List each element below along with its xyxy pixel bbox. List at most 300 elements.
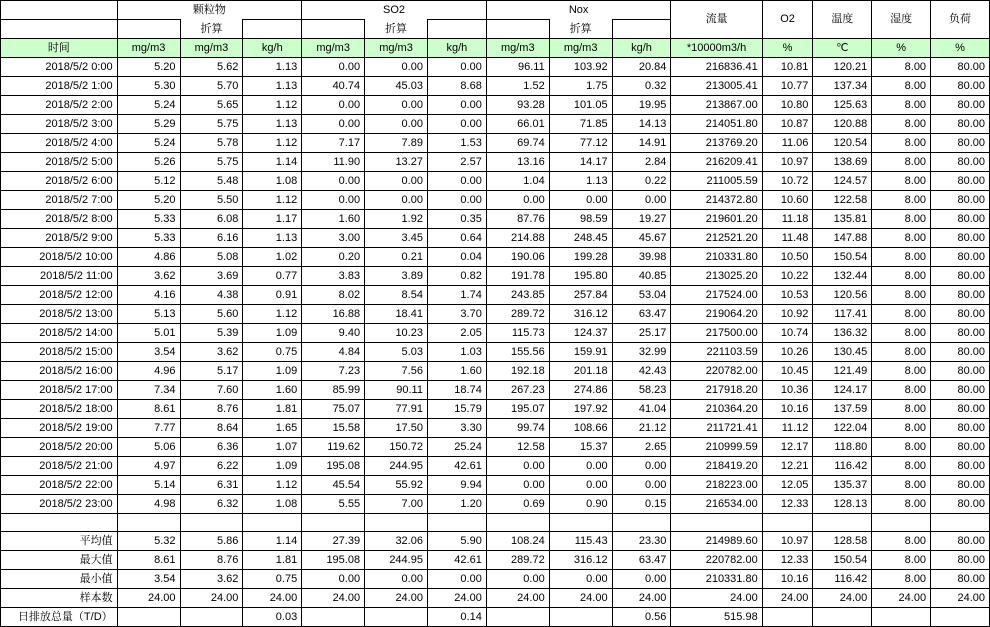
summary-value: 214989.60 xyxy=(671,531,762,550)
cell-value: 1.12 xyxy=(243,133,302,152)
cell-value: 214.88 xyxy=(486,228,549,247)
cell-value: 6.22 xyxy=(180,456,243,475)
cell-time: 2018/5/2 2:00 xyxy=(1,95,118,114)
total-blank-3 xyxy=(302,607,365,626)
cell-value: 5.20 xyxy=(117,57,180,76)
cell-value: 5.06 xyxy=(117,437,180,456)
cell-value: 316.12 xyxy=(549,304,612,323)
cell-value: 132.44 xyxy=(813,266,872,285)
cell-value: 192.18 xyxy=(486,361,549,380)
cell-value: 4.38 xyxy=(180,285,243,304)
table-row xyxy=(1,361,990,380)
group-header-so2: SO2 xyxy=(302,1,487,20)
column-header-so2-converted-mgm3: mg/m3 xyxy=(365,38,428,57)
total-blank-4 xyxy=(365,607,428,626)
cell-value: 1.08 xyxy=(243,171,302,190)
cell-value: 10.45 xyxy=(762,361,813,380)
cell-time: 2018/5/2 18:00 xyxy=(1,399,118,418)
subheader-pm-spacer xyxy=(117,20,180,39)
cell-value: 8.00 xyxy=(872,361,931,380)
cell-value: 0.15 xyxy=(612,494,671,513)
cell-value: 66.01 xyxy=(486,114,549,133)
spacer-cell xyxy=(549,513,612,531)
cell-value: 212521.20 xyxy=(671,228,762,247)
spacer-cell xyxy=(762,513,813,531)
cell-value: 0.00 xyxy=(365,57,428,76)
cell-value: 5.01 xyxy=(117,323,180,342)
cell-time: 2018/5/2 16:00 xyxy=(1,361,118,380)
cell-value: 211721.41 xyxy=(671,418,762,437)
cell-value: 8.00 xyxy=(872,304,931,323)
summary-value: 150.54 xyxy=(813,550,872,569)
summary-value: 8.61 xyxy=(117,550,180,569)
cell-value: 120.21 xyxy=(813,57,872,76)
group-header-nox: Nox xyxy=(486,1,671,20)
table-row xyxy=(1,285,990,304)
cell-value: 0.00 xyxy=(302,95,365,114)
cell-value: 8.00 xyxy=(872,190,931,209)
cell-value: 1.53 xyxy=(427,133,486,152)
table-row xyxy=(1,133,990,152)
cell-value: 8.00 xyxy=(872,342,931,361)
cell-time: 2018/5/2 6:00 xyxy=(1,171,118,190)
cell-value: 45.03 xyxy=(365,76,428,95)
summary-value: 24.00 xyxy=(243,588,302,607)
cell-time: 2018/5/2 5:00 xyxy=(1,152,118,171)
cell-value: 11.12 xyxy=(762,418,813,437)
cell-value: 5.08 xyxy=(180,247,243,266)
cell-value: 124.17 xyxy=(813,380,872,399)
column-header-time: 时间 xyxy=(1,38,118,57)
cell-value: 155.56 xyxy=(486,342,549,361)
cell-value: 9.40 xyxy=(302,323,365,342)
summary-value: 27.39 xyxy=(302,531,365,550)
cell-value: 0.90 xyxy=(549,494,612,513)
spacer-cell xyxy=(872,513,931,531)
summary-value: 80.00 xyxy=(931,569,990,588)
cell-value: 195.08 xyxy=(302,456,365,475)
cell-value: 5.39 xyxy=(180,323,243,342)
cell-value: 85.99 xyxy=(302,380,365,399)
cell-value: 9.94 xyxy=(427,475,486,494)
cell-value: 122.04 xyxy=(813,418,872,437)
cell-value: 77.91 xyxy=(365,399,428,418)
cell-value: 243.85 xyxy=(486,285,549,304)
cell-value: 267.23 xyxy=(486,380,549,399)
column-header-load-unit: % xyxy=(931,38,990,57)
cell-value: 0.00 xyxy=(486,475,549,494)
cell-value: 42.61 xyxy=(427,456,486,475)
cell-value: 77.12 xyxy=(549,133,612,152)
cell-value: 135.81 xyxy=(813,209,872,228)
table-row xyxy=(1,95,990,114)
cell-value: 5.55 xyxy=(302,494,365,513)
cell-value: 8.54 xyxy=(365,285,428,304)
cell-value: 8.00 xyxy=(872,399,931,418)
cell-value: 103.92 xyxy=(549,57,612,76)
cell-value: 195.07 xyxy=(486,399,549,418)
cell-value: 8.02 xyxy=(302,285,365,304)
cell-value: 8.64 xyxy=(180,418,243,437)
table-row xyxy=(1,171,990,190)
cell-value: 58.23 xyxy=(612,380,671,399)
cell-value: 8.00 xyxy=(872,323,931,342)
cell-value: 10.50 xyxy=(762,247,813,266)
cell-time: 2018/5/2 13:00 xyxy=(1,304,118,323)
cell-value: 3.00 xyxy=(302,228,365,247)
cell-value: 4.16 xyxy=(117,285,180,304)
cell-value: 3.45 xyxy=(365,228,428,247)
cell-value: 10.16 xyxy=(762,399,813,418)
column-header-temperature-unit: ℃ xyxy=(813,38,872,57)
summary-value: 8.00 xyxy=(872,531,931,550)
cell-value: 10.81 xyxy=(762,57,813,76)
summary-value: 116.42 xyxy=(813,569,872,588)
cell-value: 6.08 xyxy=(180,209,243,228)
cell-value: 7.56 xyxy=(365,361,428,380)
cell-time: 2018/5/2 19:00 xyxy=(1,418,118,437)
cell-value: 5.33 xyxy=(117,209,180,228)
cell-value: 1.65 xyxy=(243,418,302,437)
cell-value: 80.00 xyxy=(931,285,990,304)
cell-value: 217524.00 xyxy=(671,285,762,304)
cell-value: 45.54 xyxy=(302,475,365,494)
total-blank-7 xyxy=(762,607,813,626)
table-row xyxy=(1,456,990,475)
summary-value: 8.00 xyxy=(872,550,931,569)
cell-value: 5.48 xyxy=(180,171,243,190)
cell-value: 248.45 xyxy=(549,228,612,247)
summary-value: 24.00 xyxy=(365,588,428,607)
cell-value: 191.78 xyxy=(486,266,549,285)
cell-value: 5.26 xyxy=(117,152,180,171)
summary-value: 244.95 xyxy=(365,550,428,569)
cell-value: 10.92 xyxy=(762,304,813,323)
spacer-cell xyxy=(117,513,180,531)
cell-value: 1.09 xyxy=(243,361,302,380)
cell-time: 2018/5/2 20:00 xyxy=(1,437,118,456)
table-row xyxy=(1,57,990,76)
spacer-row xyxy=(1,513,990,531)
cell-value: 80.00 xyxy=(931,323,990,342)
cell-time: 2018/5/2 3:00 xyxy=(1,114,118,133)
summary-value: 24.00 xyxy=(549,588,612,607)
cell-value: 12.17 xyxy=(762,437,813,456)
cell-value: 5.75 xyxy=(180,114,243,133)
summary-value: 32.06 xyxy=(365,531,428,550)
spacer-cell xyxy=(243,513,302,531)
cell-value: 137.59 xyxy=(813,399,872,418)
spacer-cell xyxy=(302,513,365,531)
cell-value: 8.00 xyxy=(872,209,931,228)
cell-value: 17.50 xyxy=(365,418,428,437)
cell-value: 80.00 xyxy=(931,380,990,399)
subheader-so2-converted: 折算 xyxy=(365,20,428,39)
cell-value: 210999.59 xyxy=(671,437,762,456)
cell-value: 0.00 xyxy=(365,190,428,209)
cell-value: 0.69 xyxy=(486,494,549,513)
cell-value: 80.00 xyxy=(931,228,990,247)
cell-value: 0.00 xyxy=(302,114,365,133)
cell-value: 8.00 xyxy=(872,266,931,285)
cell-value: 80.00 xyxy=(931,399,990,418)
summary-value: 24.00 xyxy=(427,588,486,607)
cell-value: 12.05 xyxy=(762,475,813,494)
cell-value: 1.52 xyxy=(486,76,549,95)
cell-value: 211005.59 xyxy=(671,171,762,190)
cell-value: 119.62 xyxy=(302,437,365,456)
summary-value: 0.00 xyxy=(365,569,428,588)
cell-value: 5.70 xyxy=(180,76,243,95)
cell-value: 11.90 xyxy=(302,152,365,171)
summary-value: 24.00 xyxy=(302,588,365,607)
cell-value: 213867.00 xyxy=(671,95,762,114)
cell-value: 5.75 xyxy=(180,152,243,171)
cell-value: 10.26 xyxy=(762,342,813,361)
cell-value: 216534.00 xyxy=(671,494,762,513)
cell-value: 3.54 xyxy=(117,342,180,361)
cell-value: 138.69 xyxy=(813,152,872,171)
cell-value: 147.88 xyxy=(813,228,872,247)
cell-value: 2.57 xyxy=(427,152,486,171)
cell-value: 8.00 xyxy=(872,418,931,437)
cell-value: 150.54 xyxy=(813,247,872,266)
cell-value: 201.18 xyxy=(549,361,612,380)
spacer-cell xyxy=(365,513,428,531)
cell-time: 2018/5/2 15:00 xyxy=(1,342,118,361)
cell-value: 80.00 xyxy=(931,266,990,285)
cell-value: 150.72 xyxy=(365,437,428,456)
cell-value: 45.67 xyxy=(612,228,671,247)
table-row xyxy=(1,399,990,418)
cell-value: 63.47 xyxy=(612,304,671,323)
cell-value: 3.70 xyxy=(427,304,486,323)
cell-value: 14.13 xyxy=(612,114,671,133)
cell-value: 2.65 xyxy=(612,437,671,456)
cell-value: 8.68 xyxy=(427,76,486,95)
cell-value: 124.57 xyxy=(813,171,872,190)
cell-value: 8.00 xyxy=(872,76,931,95)
cell-value: 1.60 xyxy=(302,209,365,228)
cell-value: 71.85 xyxy=(549,114,612,133)
table-header xyxy=(1,1,990,58)
total-blank-8 xyxy=(813,607,872,626)
spacer-cell xyxy=(931,513,990,531)
cell-value: 15.58 xyxy=(302,418,365,437)
cell-value: 108.66 xyxy=(549,418,612,437)
cell-value: 14.17 xyxy=(549,152,612,171)
cell-value: 3.69 xyxy=(180,266,243,285)
column-header-nox-mgm3: mg/m3 xyxy=(486,38,549,57)
cell-value: 1.09 xyxy=(243,323,302,342)
table-row xyxy=(1,418,990,437)
cell-value: 214372.80 xyxy=(671,190,762,209)
cell-value: 11.06 xyxy=(762,133,813,152)
cell-value: 12.21 xyxy=(762,456,813,475)
cell-value: 42.43 xyxy=(612,361,671,380)
cell-value: 137.34 xyxy=(813,76,872,95)
cell-value: 90.11 xyxy=(365,380,428,399)
cell-value: 10.74 xyxy=(762,323,813,342)
header-corner-cell xyxy=(1,1,118,20)
cell-value: 5.24 xyxy=(117,95,180,114)
cell-value: 1.12 xyxy=(243,304,302,323)
cell-value: 118.80 xyxy=(813,437,872,456)
group-header-o2: O2 xyxy=(762,1,813,39)
summary-label: 平均值 xyxy=(1,531,118,550)
cell-value: 0.00 xyxy=(612,456,671,475)
summary-row xyxy=(1,569,990,588)
cell-time: 2018/5/2 0:00 xyxy=(1,57,118,76)
cell-value: 121.49 xyxy=(813,361,872,380)
cell-value: 216836.41 xyxy=(671,57,762,76)
table-row xyxy=(1,152,990,171)
summary-value: 5.86 xyxy=(180,531,243,550)
cell-value: 5.12 xyxy=(117,171,180,190)
cell-value: 5.33 xyxy=(117,228,180,247)
total-blank-5 xyxy=(486,607,549,626)
summary-value: 115.43 xyxy=(549,531,612,550)
daily-total-nox: 0.56 xyxy=(612,607,671,626)
cell-value: 120.54 xyxy=(813,133,872,152)
cell-value: 1.75 xyxy=(549,76,612,95)
cell-value: 4.86 xyxy=(117,247,180,266)
cell-value: 210364.20 xyxy=(671,399,762,418)
cell-value: 13.27 xyxy=(365,152,428,171)
cell-value: 10.22 xyxy=(762,266,813,285)
cell-value: 8.00 xyxy=(872,228,931,247)
summary-value: 24.00 xyxy=(612,588,671,607)
column-header-flow-unit: *10000m3/h xyxy=(671,38,762,57)
cell-value: 213005.41 xyxy=(671,76,762,95)
cell-value: 6.31 xyxy=(180,475,243,494)
summary-value: 63.47 xyxy=(612,550,671,569)
cell-time: 2018/5/2 23:00 xyxy=(1,494,118,513)
cell-value: 80.00 xyxy=(931,418,990,437)
cell-value: 8.00 xyxy=(872,285,931,304)
table-row xyxy=(1,76,990,95)
cell-value: 80.00 xyxy=(931,304,990,323)
cell-value: 2.84 xyxy=(612,152,671,171)
cell-value: 7.00 xyxy=(365,494,428,513)
group-header-temperature: 温度 xyxy=(813,1,872,39)
cell-value: 0.00 xyxy=(427,171,486,190)
summary-value: 8.76 xyxy=(180,550,243,569)
cell-value: 98.59 xyxy=(549,209,612,228)
summary-value: 289.72 xyxy=(486,550,549,569)
summary-value: 23.30 xyxy=(612,531,671,550)
cell-value: 120.88 xyxy=(813,114,872,133)
column-header-so2-mgm3: mg/m3 xyxy=(302,38,365,57)
cell-value: 0.32 xyxy=(612,76,671,95)
cell-value: 0.00 xyxy=(302,57,365,76)
cell-value: 0.00 xyxy=(486,456,549,475)
summary-value: 3.54 xyxy=(117,569,180,588)
cell-value: 6.16 xyxy=(180,228,243,247)
cell-value: 0.75 xyxy=(243,342,302,361)
cell-value: 5.13 xyxy=(117,304,180,323)
cell-value: 128.13 xyxy=(813,494,872,513)
cell-value: 0.82 xyxy=(427,266,486,285)
summary-value: 8.00 xyxy=(872,569,931,588)
cell-value: 1.07 xyxy=(243,437,302,456)
cell-value: 40.85 xyxy=(612,266,671,285)
cell-value: 5.65 xyxy=(180,95,243,114)
cell-value: 7.77 xyxy=(117,418,180,437)
summary-value: 24.00 xyxy=(117,588,180,607)
summary-value: 80.00 xyxy=(931,531,990,550)
cell-value: 80.00 xyxy=(931,247,990,266)
cell-value: 10.87 xyxy=(762,114,813,133)
cell-value: 8.00 xyxy=(872,133,931,152)
cell-value: 122.58 xyxy=(813,190,872,209)
cell-time: 2018/5/2 4:00 xyxy=(1,133,118,152)
cell-value: 218419.20 xyxy=(671,456,762,475)
cell-value: 11.48 xyxy=(762,228,813,247)
table-row xyxy=(1,247,990,266)
cell-value: 0.00 xyxy=(549,190,612,209)
column-header-nox-converted-mgm3: mg/m3 xyxy=(549,38,612,57)
cell-value: 18.74 xyxy=(427,380,486,399)
summary-value: 0.75 xyxy=(243,569,302,588)
cell-value: 80.00 xyxy=(931,209,990,228)
subheader-nox-spacer xyxy=(486,20,549,39)
cell-value: 10.60 xyxy=(762,190,813,209)
cell-value: 7.23 xyxy=(302,361,365,380)
cell-value: 0.00 xyxy=(365,171,428,190)
cell-value: 80.00 xyxy=(931,475,990,494)
table-row xyxy=(1,323,990,342)
table-body xyxy=(1,57,990,626)
cell-value: 0.77 xyxy=(243,266,302,285)
cell-value: 7.17 xyxy=(302,133,365,152)
daily-total-so2: 0.14 xyxy=(427,607,486,626)
cell-time: 2018/5/2 10:00 xyxy=(1,247,118,266)
summary-value: 24.00 xyxy=(931,588,990,607)
cell-time: 2018/5/2 7:00 xyxy=(1,190,118,209)
cell-value: 18.41 xyxy=(365,304,428,323)
cell-value: 80.00 xyxy=(931,95,990,114)
cell-value: 6.36 xyxy=(180,437,243,456)
cell-value: 10.23 xyxy=(365,323,428,342)
cell-value: 214051.80 xyxy=(671,114,762,133)
summary-value: 42.61 xyxy=(427,550,486,569)
cell-value: 120.56 xyxy=(813,285,872,304)
summary-value: 0.00 xyxy=(549,569,612,588)
cell-value: 197.92 xyxy=(549,399,612,418)
cell-value: 130.45 xyxy=(813,342,872,361)
cell-value: 80.00 xyxy=(931,133,990,152)
cell-value: 15.37 xyxy=(549,437,612,456)
column-header-pm-mgm3: mg/m3 xyxy=(117,38,180,57)
cell-value: 8.61 xyxy=(117,399,180,418)
cell-value: 221103.59 xyxy=(671,342,762,361)
cell-value: 10.77 xyxy=(762,76,813,95)
header-corner-cell-2 xyxy=(1,20,118,39)
cell-value: 80.00 xyxy=(931,494,990,513)
cell-value: 80.00 xyxy=(931,361,990,380)
cell-value: 10.97 xyxy=(762,152,813,171)
cell-value: 216209.41 xyxy=(671,152,762,171)
spacer-cell xyxy=(1,513,118,531)
cell-value: 80.00 xyxy=(931,437,990,456)
cell-value: 5.62 xyxy=(180,57,243,76)
cell-value: 0.00 xyxy=(427,190,486,209)
cell-value: 80.00 xyxy=(931,456,990,475)
table-row xyxy=(1,228,990,247)
column-header-so2-kgh: kg/h xyxy=(427,38,486,57)
cell-value: 0.91 xyxy=(243,285,302,304)
